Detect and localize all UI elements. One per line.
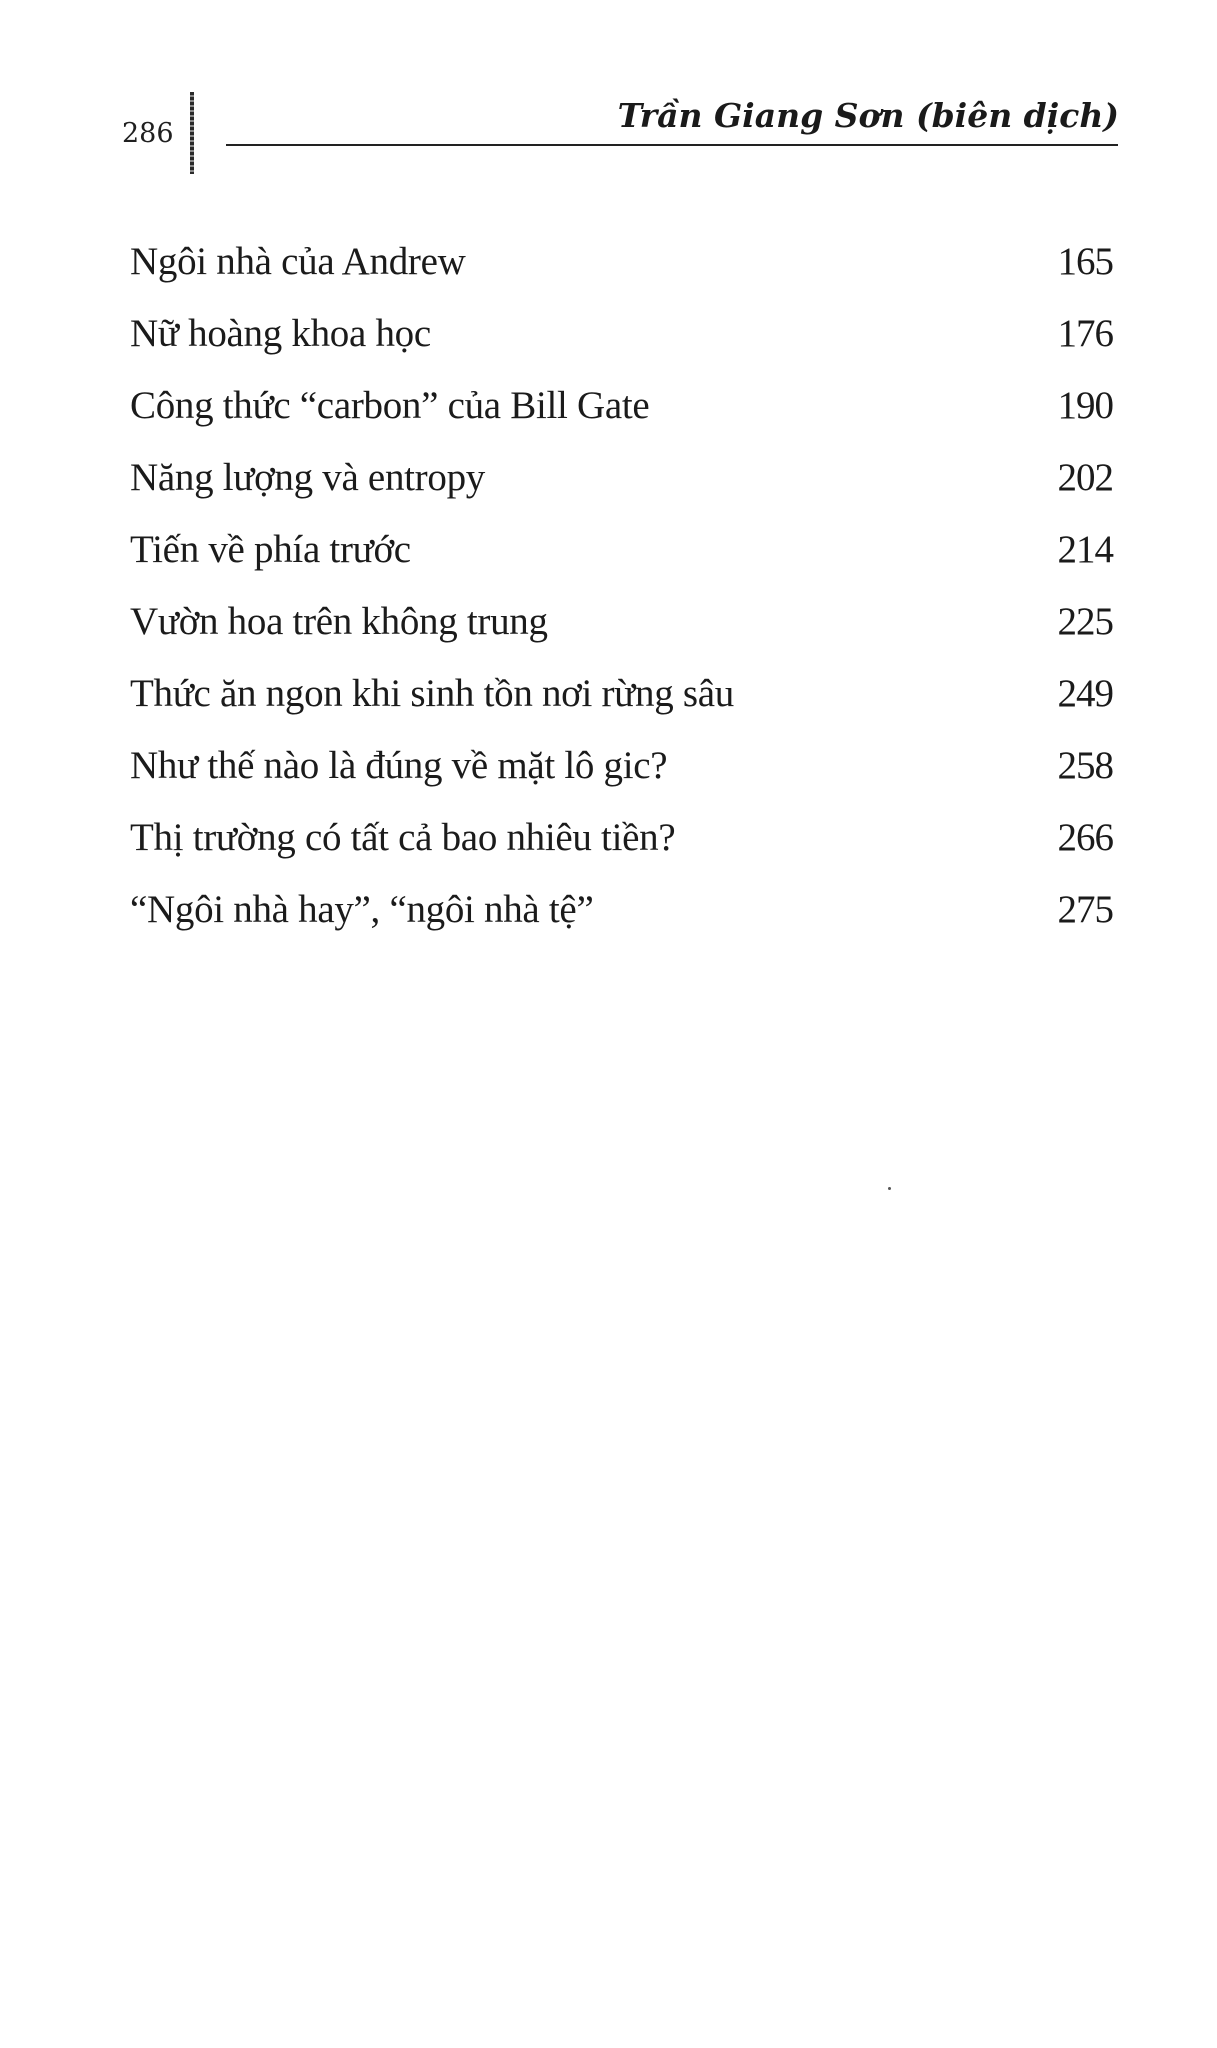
toc-entry xyxy=(130,730,1113,802)
toc-entry-page: 258 xyxy=(1057,744,1113,787)
toc-entry-page: 249 xyxy=(1057,672,1113,715)
toc-entry-title: Tiến về phía trước xyxy=(130,528,411,571)
toc-entry xyxy=(130,514,1113,586)
table-of-contents xyxy=(130,226,1113,946)
toc-entry xyxy=(130,298,1113,370)
toc-entry-page: 275 xyxy=(1057,888,1113,931)
toc-entry-page: 225 xyxy=(1057,600,1113,643)
toc-entry-page: 176 xyxy=(1057,312,1113,355)
toc-entry xyxy=(130,874,1113,946)
running-header-author: Trần Giang Sơn (biên dịch) xyxy=(617,96,1119,135)
toc-entry-page: 202 xyxy=(1057,456,1113,499)
paper-speck xyxy=(888,1187,891,1190)
toc-entry-title: Thức ăn ngon khi sinh tồn nơi rừng sâu xyxy=(130,672,734,715)
toc-entry-title: Ngôi nhà của Andrew xyxy=(130,240,466,283)
toc-entry-title: Năng lượng và entropy xyxy=(130,456,485,499)
toc-entry-title: Như thế nào là đúng về mặt lô gic? xyxy=(130,744,668,787)
toc-entry-page: 266 xyxy=(1057,816,1113,859)
toc-entry-title: Công thức “carbon” của Bill Gate xyxy=(130,384,650,427)
toc-entry-title: “Ngôi nhà hay”, “ngôi nhà tệ” xyxy=(130,888,594,931)
toc-entry xyxy=(130,586,1113,658)
toc-entry-title: Vườn hoa trên không trung xyxy=(130,600,548,643)
toc-entry xyxy=(130,442,1113,514)
header-rule xyxy=(226,144,1118,146)
toc-entry xyxy=(130,658,1113,730)
toc-entry-page: 214 xyxy=(1057,528,1113,571)
toc-entry xyxy=(130,802,1113,874)
toc-entry-title: Nữ hoàng khoa học xyxy=(130,312,431,355)
toc-entry-page: 190 xyxy=(1057,384,1113,427)
toc-entry-title: Thị trường có tất cả bao nhiêu tiền? xyxy=(130,816,676,859)
toc-entry xyxy=(130,370,1113,442)
page-number: 286 xyxy=(122,118,174,149)
toc-entry xyxy=(130,226,1113,298)
header-divider-bar xyxy=(190,92,194,174)
toc-entry-page: 165 xyxy=(1057,240,1113,283)
